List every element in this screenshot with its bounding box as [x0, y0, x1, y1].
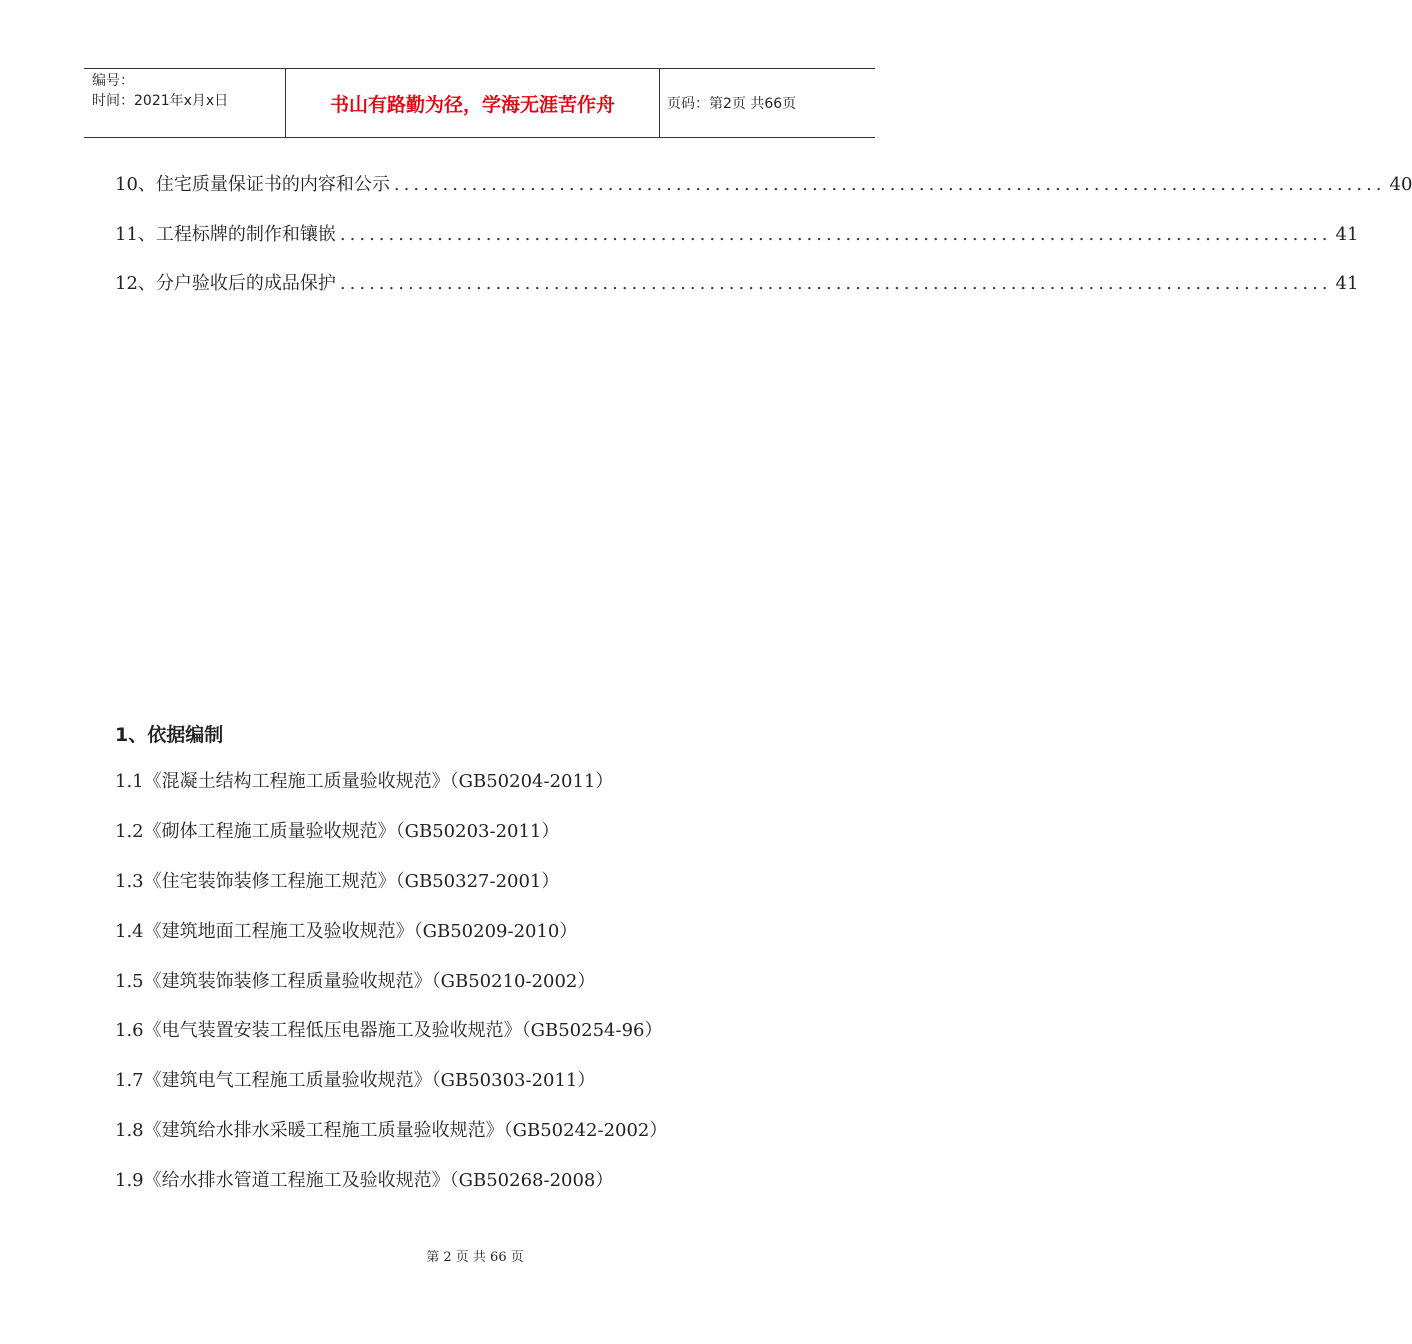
reference-item: 1.2《砌体工程施工质量验收规范》（GB50203-2011）: [115, 821, 560, 842]
reference-item: 1.7《建筑电气工程施工质量验收规范》（GB50303-2011）: [115, 1070, 596, 1091]
toc-entry-title: 11、工程标牌的制作和镶嵌: [115, 224, 336, 245]
date-label: 时间：2021年x月x日: [92, 93, 229, 109]
toc-entry[interactable]: [115, 173, 1412, 197]
toc-leader: ......................................................................................................: [393, 174, 1386, 195]
toc-entry[interactable]: [115, 223, 1359, 247]
toc-leader: ......................................................................................................: [339, 273, 1332, 294]
header-meta: [84, 69, 284, 137]
toc-leader: ......................................................................................................: [339, 224, 1332, 245]
reference-item: 1.1《混凝土结构工程施工质量验收规范》（GB50204-2011）: [115, 771, 614, 792]
toc-entry-title: 10、住宅质量保证书的内容和公示: [115, 174, 390, 195]
reference-item: 1.8《建筑给水排水采暖工程施工质量验收规范》（GB50242-2002）: [115, 1120, 668, 1141]
number-label: 编号：: [92, 73, 134, 89]
header-page-label: 页码：第2页 共66页: [667, 96, 797, 112]
toc-entry-page: 40: [1389, 174, 1412, 195]
toc-entry[interactable]: [115, 272, 1359, 296]
reference-item: 1.9《给水排水管道工程施工及验收规范》（GB50268-2008）: [115, 1170, 614, 1191]
reference-item: 1.3《住宅装饰装修工程施工规范》（GB50327-2001）: [115, 871, 560, 892]
reference-item: 1.6《电气装置安装工程低压电器施工及验收规范》（GB50254-96）: [115, 1020, 663, 1041]
reference-item: 1.5《建筑装饰装修工程质量验收规范》（GB50210-2002）: [115, 971, 596, 992]
page-header: [84, 68, 875, 138]
reference-item: 1.4《建筑地面工程施工及验收规范》（GB50209-2010）: [115, 921, 578, 942]
header-motto: 书山有路勤为径，学海无涯苦作舟: [285, 69, 660, 137]
section-heading: 1、依据编制: [115, 724, 224, 746]
toc-entry-title: 12、分户验收后的成品保护: [115, 273, 336, 294]
page-footer: 第 2 页 共 66 页: [426, 1250, 524, 1265]
toc-entry-page: 41: [1335, 224, 1359, 245]
toc-entry-page: 41: [1335, 273, 1359, 294]
